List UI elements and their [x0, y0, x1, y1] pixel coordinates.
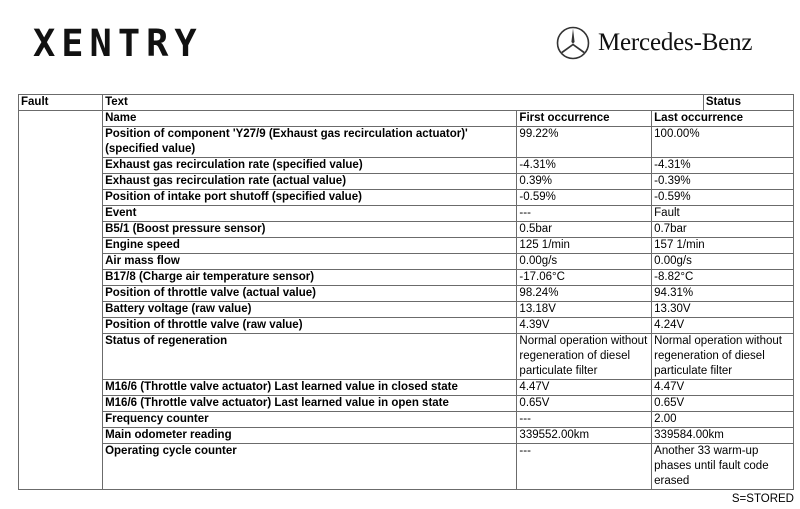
row-last-occurrence: 4.47V: [652, 380, 794, 396]
table-row: [19, 222, 794, 238]
row-last-occurrence: Normal operation without regeneration of diesel particulate filter: [652, 334, 794, 380]
header-status: Status: [703, 95, 793, 111]
row-last-occurrence: 157 1/min: [652, 238, 794, 254]
row-first-occurrence: ---: [517, 206, 652, 222]
table-header-row: [19, 95, 794, 111]
row-name: M16/6 (Throttle valve actuator) Last learned value in closed state: [103, 380, 517, 396]
table-row: [19, 127, 794, 158]
row-name: Engine speed: [103, 238, 517, 254]
table-row: [19, 254, 794, 270]
mercedes-logo: [556, 26, 786, 62]
row-last-occurrence: 100.00%: [652, 127, 794, 158]
table-row: [19, 270, 794, 286]
row-first-occurrence: 0.65V: [517, 396, 652, 412]
row-last-occurrence: 13.30V: [652, 302, 794, 318]
row-first-occurrence: ---: [517, 412, 652, 428]
row-name: Status of regeneration: [103, 334, 517, 380]
header-name: Name: [103, 111, 517, 127]
row-first-occurrence: 13.18V: [517, 302, 652, 318]
row-first-occurrence: 0.00g/s: [517, 254, 652, 270]
row-first-occurrence: -0.59%: [517, 190, 652, 206]
table-row: [19, 158, 794, 174]
row-last-occurrence: -0.39%: [652, 174, 794, 190]
row-first-occurrence: ---: [517, 444, 652, 490]
row-last-occurrence: -8.82°C: [652, 270, 794, 286]
row-last-occurrence: 4.24V: [652, 318, 794, 334]
mercedes-wordmark: Mercedes-Benz: [598, 29, 753, 56]
row-last-occurrence: -4.31%: [652, 158, 794, 174]
row-first-occurrence: 4.47V: [517, 380, 652, 396]
row-first-occurrence: -17.06°C: [517, 270, 652, 286]
xentry-wordmark: XENTRY: [33, 24, 203, 60]
table-row: [19, 318, 794, 334]
table-row: [19, 190, 794, 206]
row-name: Frequency counter: [103, 412, 517, 428]
header-fault: Fault: [19, 95, 103, 111]
table-row: [19, 286, 794, 302]
row-first-occurrence: 4.39V: [517, 318, 652, 334]
row-last-occurrence: 0.65V: [652, 396, 794, 412]
row-first-occurrence: 125 1/min: [517, 238, 652, 254]
header-last-occurrence: Last occurrence: [652, 111, 794, 127]
row-first-occurrence: Normal operation without regeneration of diesel particulate filter: [517, 334, 652, 380]
row-name: M16/6 (Throttle valve actuator) Last learned value in open state: [103, 396, 517, 412]
table-row: [19, 302, 794, 318]
table-row: [19, 428, 794, 444]
row-name: Position of intake port shutoff (specified value): [103, 190, 517, 206]
table-row: [19, 238, 794, 254]
row-name: Position of component 'Y27/9 (Exhaust gas recirculation actuator)' (specified value): [103, 127, 517, 158]
row-last-occurrence: 2.00: [652, 412, 794, 428]
row-name: Position of throttle valve (raw value): [103, 318, 517, 334]
table-subheader-row: [19, 111, 794, 127]
row-last-occurrence: 339584.00km: [652, 428, 794, 444]
fault-freeze-frame-table: [18, 94, 794, 490]
row-name: B5/1 (Boost pressure sensor): [103, 222, 517, 238]
row-name: B17/8 (Charge air temperature sensor): [103, 270, 517, 286]
row-first-occurrence: 98.24%: [517, 286, 652, 302]
row-name: Exhaust gas recirculation rate (specified value): [103, 158, 517, 174]
row-first-occurrence: 339552.00km: [517, 428, 652, 444]
header-first-occurrence: First occurrence: [517, 111, 652, 127]
row-last-occurrence: Another 33 warm-up phases until fault code erased: [652, 444, 794, 490]
fault-code-cell: [19, 111, 103, 490]
row-first-occurrence: -4.31%: [517, 158, 652, 174]
row-last-occurrence: 0.7bar: [652, 222, 794, 238]
row-name: Main odometer reading: [103, 428, 517, 444]
status-legend: S=STORED: [731, 493, 794, 505]
row-last-occurrence: Fault: [652, 206, 794, 222]
row-last-occurrence: 94.31%: [652, 286, 794, 302]
mercedes-star-icon: [556, 26, 590, 60]
report-header: [0, 0, 800, 92]
row-name: Exhaust gas recirculation rate (actual value): [103, 174, 517, 190]
header-text: Text: [103, 95, 704, 111]
table-row: [19, 380, 794, 396]
row-name: Position of throttle valve (actual value): [103, 286, 517, 302]
table-row: [19, 412, 794, 428]
row-name: Air mass flow: [103, 254, 517, 270]
table-row: [19, 444, 794, 490]
xentry-logo: [33, 24, 213, 60]
table-row: [19, 334, 794, 380]
table-row: [19, 206, 794, 222]
row-first-occurrence: 0.5bar: [517, 222, 652, 238]
row-last-occurrence: 0.00g/s: [652, 254, 794, 270]
row-first-occurrence: 99.22%: [517, 127, 652, 158]
row-name: Event: [103, 206, 517, 222]
table-row: [19, 174, 794, 190]
table-row: [19, 396, 794, 412]
row-first-occurrence: 0.39%: [517, 174, 652, 190]
row-name: Operating cycle counter: [103, 444, 517, 490]
row-last-occurrence: -0.59%: [652, 190, 794, 206]
row-name: Battery voltage (raw value): [103, 302, 517, 318]
